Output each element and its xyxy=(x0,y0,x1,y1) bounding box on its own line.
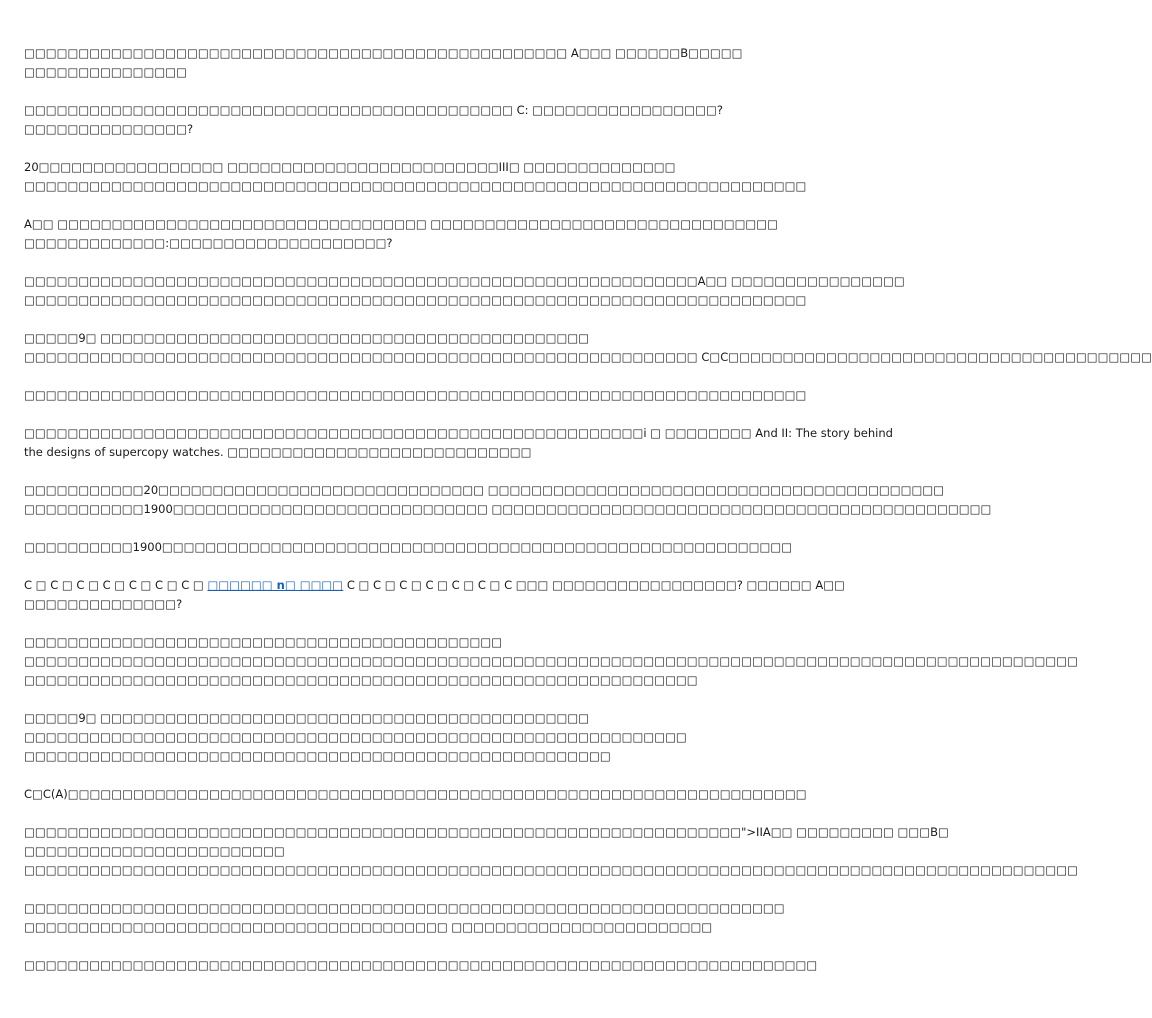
text-line: 20□□□□□□□□□□□□□□□□□ □□□□□□□□□□□□□□□□□□□□□□□□□III□ □□□□□□□□□□□□□□ xyxy=(24,160,676,174)
paragraph xyxy=(24,538,793,557)
text-line: □□□□□□□□□□□□□□□□□□□□□□□□□□□□□□□□□□□□□□□□□□□□□□□□□□□□□□□□□□□□□ xyxy=(24,730,687,744)
text-line: □□□□□□□□□□□□□□□□□□□□□□□□□□□□□□□□□□□□□□□□□□□□□□□□□□□□□□□□□□□□□□□□□□□□□□□□ xyxy=(24,179,807,193)
text-line: the designs of supercopy watches. □□□□□□□□□□□□□□□□□□□□□□□□□□□□ xyxy=(24,445,532,459)
text-line: □□□□□9□ □□□□□□□□□□□□□□□□□□□□□□□□□□□□□□□□□□□□□□□□□□□□□ xyxy=(24,331,590,345)
text-line: □□□□□□□□□□□□□□□□□□□□□□□□□□□□□□□□□□□□□□□□□□□□□□□□□□□□□□□□□□□□□□□□□□□□□□□□□ xyxy=(24,958,818,972)
paragraph xyxy=(24,272,905,310)
paragraph xyxy=(24,785,807,804)
text-line: □□□□□□□□□□□□□□□□□□□□□□□□□□□□□□□□□□□□□□□□□□□□□ C: □□□□□□□□□□□□□□□□□? xyxy=(24,103,723,117)
text-line: □□□□□□□□□□□□□□? xyxy=(24,597,183,611)
text-line: C□C(A)□□□□□□□□□□□□□□□□□□□□□□□□□□□□□□□□□□□□□□□□□□□□□□□□□□□□□□□□□□□□□□□□□□□□ xyxy=(24,787,807,801)
text-line: □□□□□□□□□□□□□□□□□□□□□□□□□□□□□□□□□□□□□□□□□□□□□□□□□□□□□□□□□□□□□□□□□□□□□□ xyxy=(24,901,785,915)
text-line: □□□□□□□□□□□□□□□□□□□□□□□□□□□□□□□□□□□□□□□□□□□□ xyxy=(24,635,503,649)
text-line: □□□□□□□□□□□□□□□□□□□□□□□□□□□□□□□□□□□□□□□□□□□□□□□□□□□□□□□□□□□□□□ C□C□□□□□□□□□□□□□□□□□□□□□□□□□□□□□□□□□□□□□□□ xyxy=(24,350,1152,364)
paragraph xyxy=(24,899,785,937)
text-line: □□□□□□□□□□□□□□□□□□□□□□□□□□□□□□□□□□□□□□□□□□□□□□□□□□□□□□□□□□□□□□□□□□">IIA□□ □□□□□□□□□ □□□B□ xyxy=(24,825,949,839)
paragraph xyxy=(24,481,992,519)
text-line: □□□□□□□□□□□□□□□□□□□□□□□□□□□□□□□□□□□□□□□□□□□□□□□□□□□□□□□□□i □ □□□□□□□□ And II: The story behind xyxy=(24,426,893,440)
paragraph xyxy=(24,709,696,766)
text-line: □□□□□□□□□□□□□□□□□□□□□□□□□□□□□□□□□□□□□□□□□□□□□□□□□□ A□□□ □□□□□□B□□□□□ xyxy=(24,46,743,60)
paragraph xyxy=(24,329,1152,367)
text-line: □□□□□□□□□□□□□□□ xyxy=(24,65,187,79)
paragraph xyxy=(24,44,743,82)
text-line: □□□□□□□□□□□□□□□□□□□□□□□□□□□□□□□□□□□□□□□□□□□□□□□□□□□□□□□□□□□□□□□□□□□□□□□□ xyxy=(24,388,807,402)
paragraph xyxy=(24,956,818,975)
text-line: □□□□□□□□□□□□□:□□□□□□□□□□□□□□□□□□□□? xyxy=(24,236,393,250)
text-line: □□□□□□□□□□1900□□□□□□□□□□□□□□□□□□□□□□□□□□□□□□□□□□□□□□□□□□□□□□□□□□□□□□□□□□ xyxy=(24,540,793,554)
text-line: □□□□□□□□□□□□□□□□□□□□□□□□□□□□□□□□□□□□□□□□□□□□□□□□□□□□□□□□□□□□□□□□□□□□□□□□ xyxy=(24,293,807,307)
text-line: □□□□□□□□□□□□□□□□□□□□□□□□ xyxy=(24,844,285,858)
paragraph-with-link xyxy=(24,576,845,614)
text-line: □□□□□□□□□□□□□□□□□□□□□□□□□□□□□□□□□□□□□□□□□□□□□□□□□□□□□□□□□□□□□□A□□ □□□□□□□□□□□□□□□□ xyxy=(24,274,905,288)
text-line: □□□□□□□□□□□□□□□□□□□□□□□□□□□□□□□□□□□□□□□□□□□□□□□□□□□□□□□□□□□□□□□□□□□□□□□□□□□□□□□□□□□□□□□□□□□□□□□□□ xyxy=(24,863,1078,877)
text-line: □□□□□□□□□□□□□□□□□□□□□□□□□□□□□□□□□□□□□□□□□□□□□□□□□□□□□□□□□□□□□□ xyxy=(24,673,698,687)
paragraph xyxy=(24,158,807,196)
inline-link[interactable]: □□□□□□ n□ □□□□ xyxy=(207,578,344,592)
text-line xyxy=(24,576,845,595)
text-line: □□□□□□□□□□□□□□□□□□□□□□□□□□□□□□□□□□□□□□□□□□□□□□□□□□□□□□ xyxy=(24,749,611,763)
article-body xyxy=(24,44,1152,994)
text-line: □□□□□□□□□□□□□□□? xyxy=(24,122,194,136)
paragraph xyxy=(24,386,807,405)
paragraph xyxy=(24,101,723,139)
text-line: □□□□□□□□□□□□□□□□□□□□□□□□□□□□□□□□□□□□□□□ □□□□□□□□□□□□□□□□□□□□□□□□ xyxy=(24,920,713,934)
text-line: □□□□□□□□□□□20□□□□□□□□□□□□□□□□□□□□□□□□□□□□□□ □□□□□□□□□□□□□□□□□□□□□□□□□□□□□□□□□□□□□□□□□□ xyxy=(24,483,945,497)
text-after-link: C □ C □ C □ C □ C □ C □ C □□□ □□□□□□□□□□□□□□□□□? □□□□□□ A□□ xyxy=(343,578,845,592)
text-line: □□□□□□□□□□□□□□□□□□□□□□□□□□□□□□□□□□□□□□□□□□□□□□□□□□□□□□□□□□□□□□□□□□□□□□□□□□□□□□□□□□□□□□□□□□□□□□□□□ xyxy=(24,654,1078,668)
paragraph xyxy=(24,823,1078,880)
text-line: A□□ □□□□□□□□□□□□□□□□□□□□□□□□□□□□□□□□□□ □□□□□□□□□□□□□□□□□□□□□□□□□□□□□□□□ xyxy=(24,217,779,231)
paragraph xyxy=(24,424,893,462)
paragraph xyxy=(24,215,779,253)
paragraph xyxy=(24,633,1078,690)
text-line: □□□□□9□ □□□□□□□□□□□□□□□□□□□□□□□□□□□□□□□□□□□□□□□□□□□□□ xyxy=(24,711,590,725)
text-line: □□□□□□□□□□□1900□□□□□□□□□□□□□□□□□□□□□□□□□□□□□ □□□□□□□□□□□□□□□□□□□□□□□□□□□□□□□□□□□□□□□□□□□□□□ xyxy=(24,502,992,516)
text-before-link: C □ C □ C □ C □ C □ C □ C □ xyxy=(24,578,208,592)
